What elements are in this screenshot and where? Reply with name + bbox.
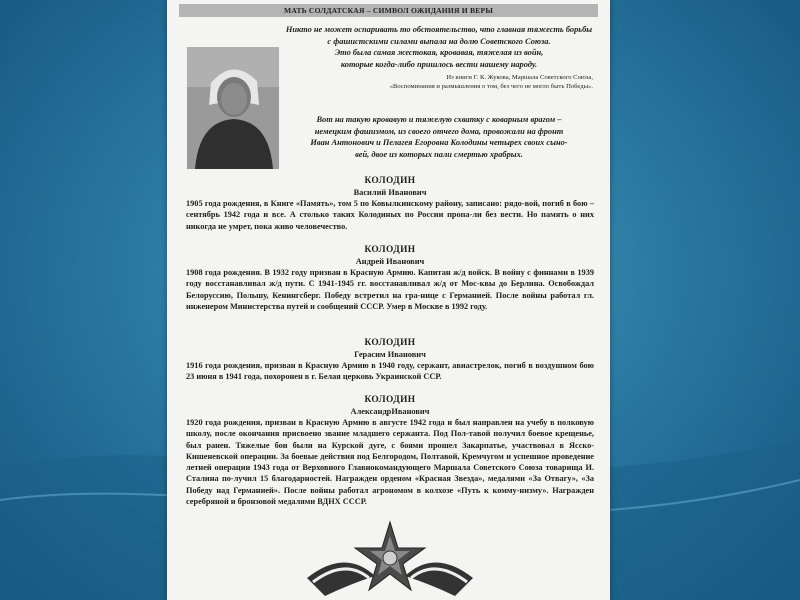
document-page [167, 0, 610, 600]
bio-gerasim [186, 338, 594, 383]
bio-text: 1916 года рождения, призван в Красную Армию в 1940 году, сержант, авиастрелок, погиб в воздушном бою 23 июня в 1941 года, похоронен в г. Белая церковь Украинской ССР. [186, 361, 594, 382]
bio-given-name: Андрей Иванович [355, 257, 425, 266]
family-quote: Вот на такую кровавую и тяжелую схватку с коварным врагом – немецким фашизмом, из своего отчего дома, провожали на фронт Иван Антонович и Пелагея Егоровна Колодины четырех своих сыно- вей, двое из которых пали смертью храбрых. [310, 115, 568, 159]
bio-surname: КОЛОДИН [364, 338, 416, 348]
bio-given-name: Василий Иванович [353, 188, 427, 197]
bio-alexander [186, 395, 594, 507]
quote-source: Из книги Г. К. Жукова, Маршала Советского Союза, «Воспоминания и размышления о том, без чего не могло быть Победы». [389, 74, 593, 91]
page-header: МАТЬ СОЛДАТСКАЯ – СИМВОЛ ОЖИДАНИЯ И ВЕРЫ [179, 4, 598, 17]
order-star-ribbon-icon [305, 518, 475, 600]
bio-surname: КОЛОДИН [364, 395, 416, 405]
bio-vasily [186, 176, 594, 232]
bio-given-name: АлександрИванович [350, 407, 430, 416]
bio-given-name: Герасим Иванович [354, 350, 426, 359]
bio-text: 1920 года рождения, призван в Красную Армию в августе 1942 года и был направлен на учебу в полковую школу, после окончания присвоено звание младшего сержанта. Под Пол-тавой получил боевое крещенье, был ранен. Тяжелые бои были на Курской дуге, с боями прошел Закарпатье, участвовал в Ясско-Кишеневской операции. За боевые действия под Белгородом, Полтавой, Кремчугом и успешное проведение летней операции 1943 года от Верховного Главнокомандующего Маршала Советского Союза товарища И. Сталина по-лучил 15 благодарностей. Награжден орденом «Красная Звезда», медалями «За Отвагу», «За Победу над Германией». После войны работал агрономом в колхозе «Путь к комму-низму». Награжден серебряной и бронзовой медалями ВДНХ СССР. [186, 418, 594, 507]
bio-text: 1908 года рождения. В 1932 году призван в Красную Армию. Капитан ж/д войск. В войну с финнами в 1939 году восстанавливал ж/д пути. С 1941-1945 гг. восстанавливал ж/д от Мос-квы до Берлина. Освобождал Белоруссию, Польшу, Кенингсберг. Победу встретил на гра-нице с Германией. После войны работал гл. инженером Министерства путей и сообщений СССР. Умер в Москве в 1992 году. [186, 268, 594, 311]
bio-surname: КОЛОДИН [364, 176, 416, 186]
bio-text: 1905 года рождения, в Книге «Память», том 5 по Ковылкинскому району, записано: рядо-вой, погиб в бою – сентябрь 1942 года и все. А столько таких Колодиных по России пропа-ли без вести. Но память о них никогда не умрет, пока живо человечество. [186, 199, 594, 231]
bio-surname: КОЛОДИН [364, 245, 416, 255]
bio-andrey [186, 245, 594, 312]
mother-portrait-photo [187, 47, 279, 169]
intro-quote: Никто не может оспаривать то обстоятельство, что главная тяжесть борьбы с фашистскими силами выпала на долю Советского Союза. Это была самая жестокая, кровавая, тяжелая из войн, которые когда-либо пришлось вести нашему народу. [285, 25, 593, 69]
